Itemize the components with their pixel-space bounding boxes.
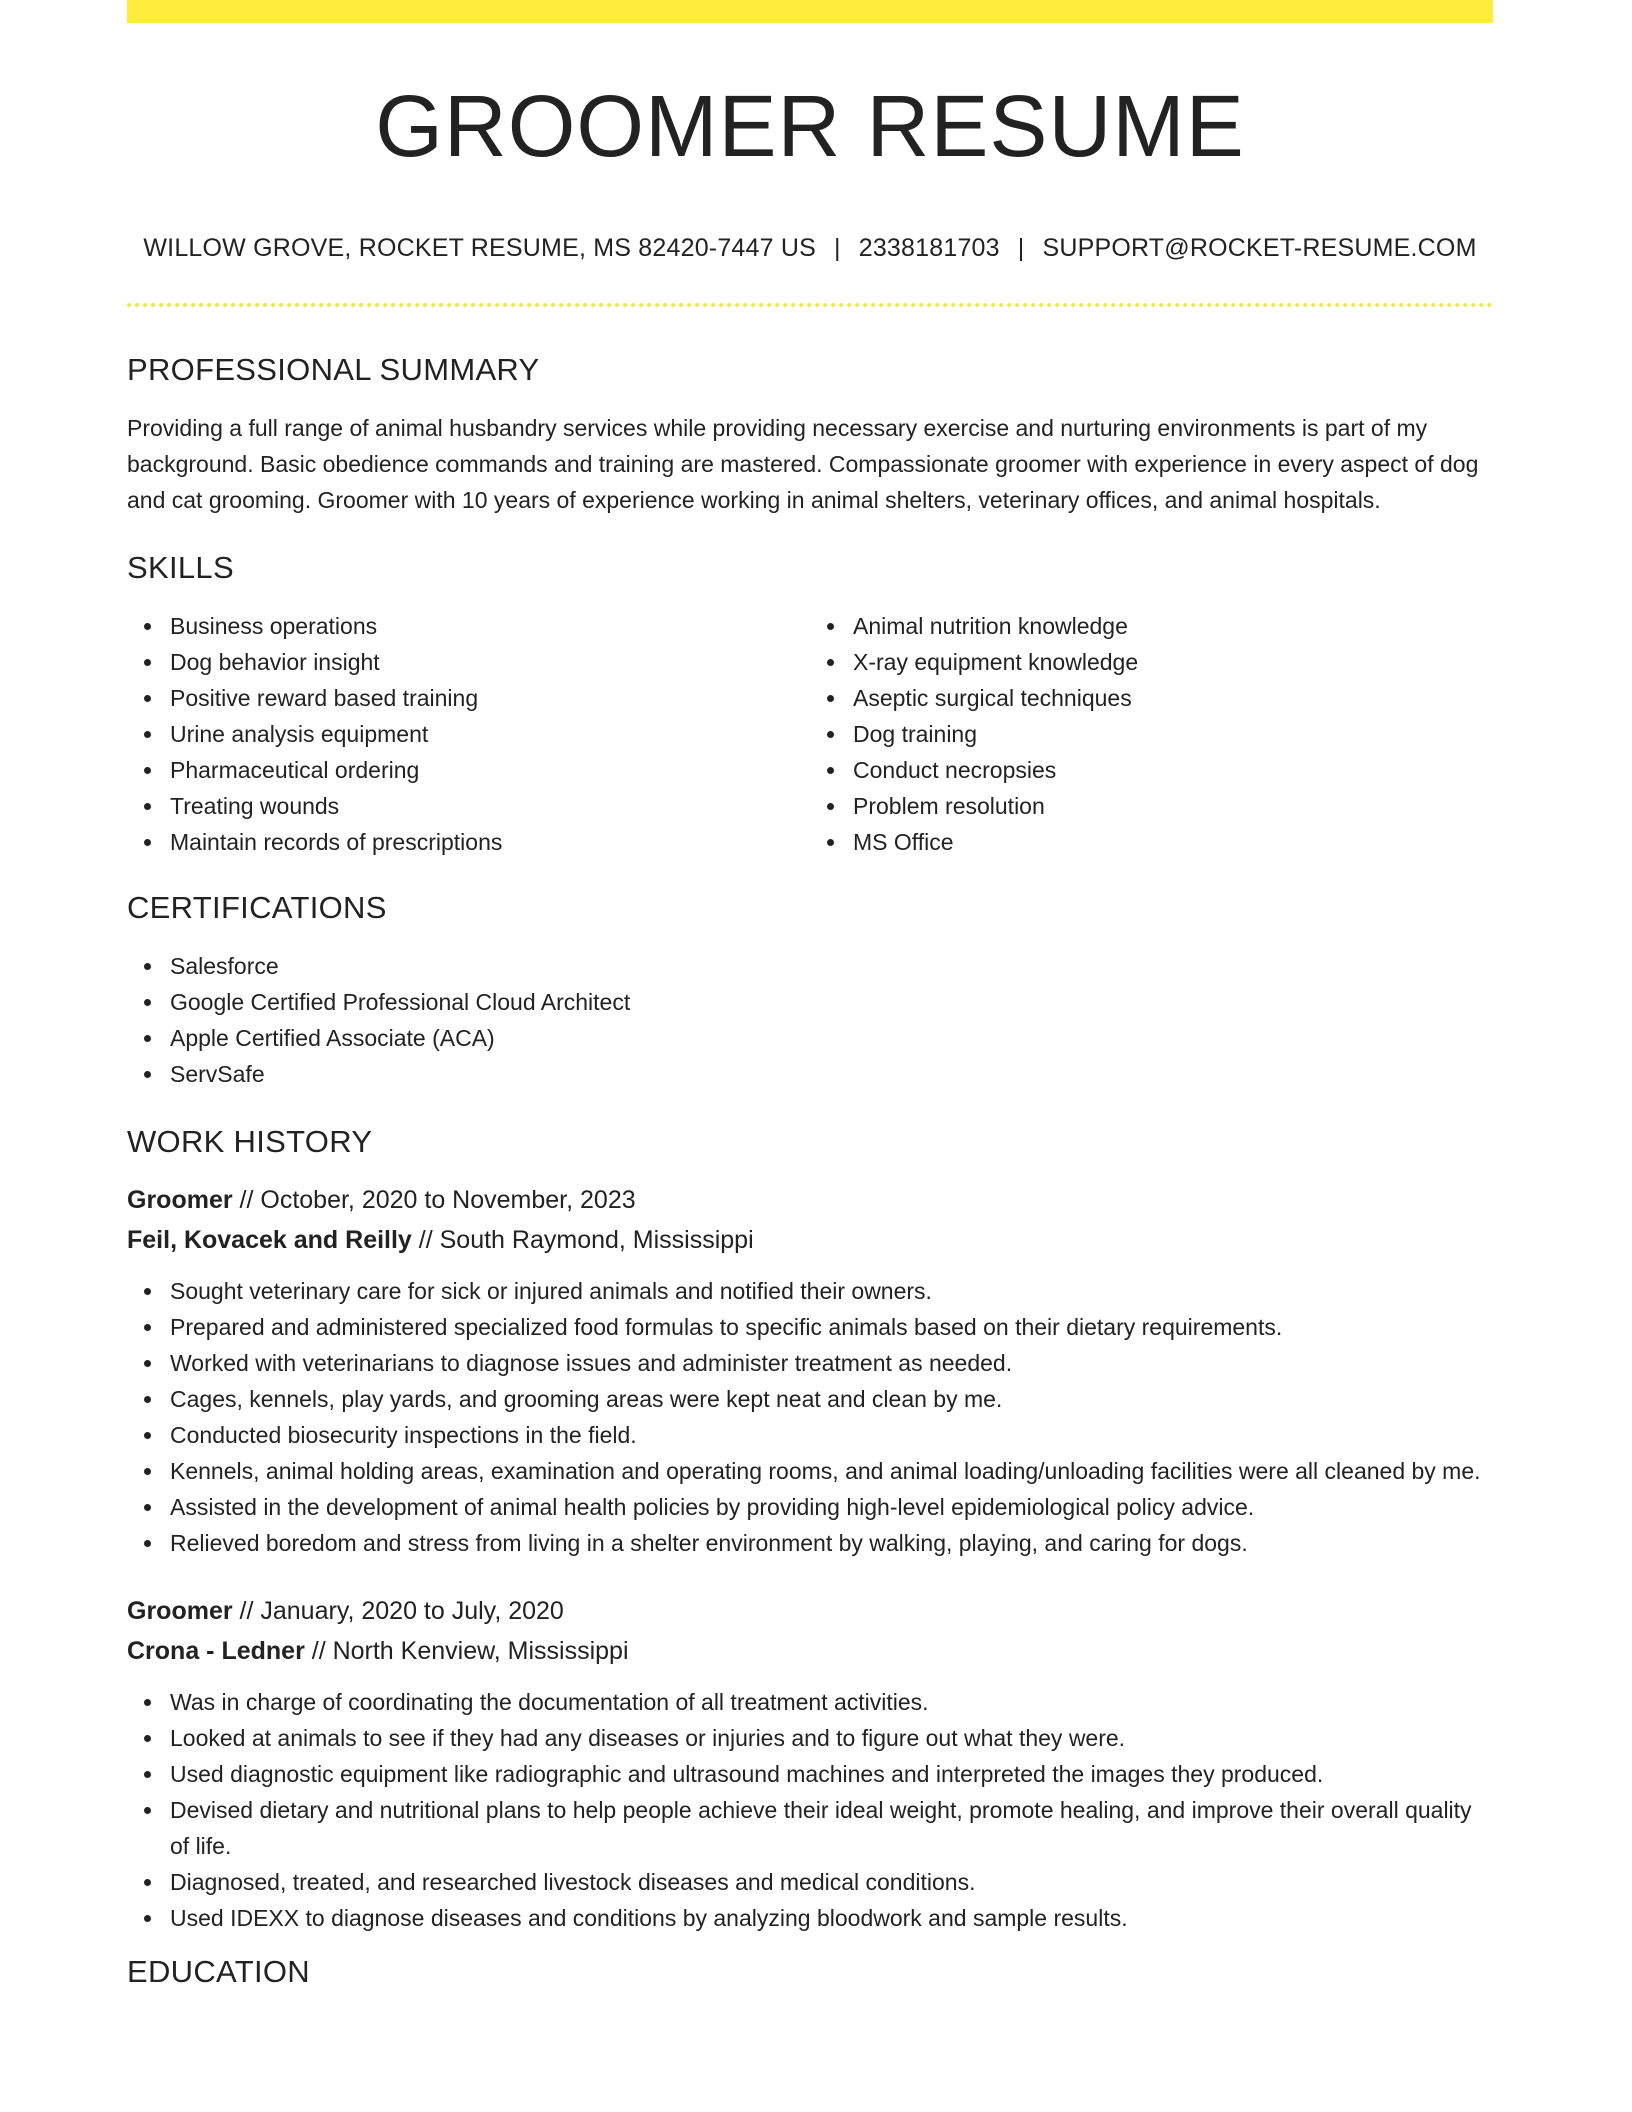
dotted-divider: [127, 303, 1493, 307]
education-heading: EDUCATION: [127, 1954, 310, 1989]
job-bullet-item: Prepared and administered specialized food formulas to specific animals based on their dietary requirements.: [127, 1309, 1493, 1345]
certification-item: Salesforce: [127, 948, 1493, 984]
certifications-heading: CERTIFICATIONS: [127, 890, 387, 925]
skill-item: Animal nutrition knowledge: [810, 608, 1493, 644]
skill-item: Urine analysis equipment: [127, 716, 810, 752]
job-bullet-item: Used IDEXX to diagnose diseases and conditions by analyzing bloodwork and sample results.: [127, 1900, 1493, 1936]
skill-item: Treating wounds: [127, 788, 810, 824]
job-bullet-item: Relieved boredom and stress from living in a shelter environment by walking, playing, and caring for dogs.: [127, 1525, 1493, 1561]
skill-item: Pharmaceutical ordering: [127, 752, 810, 788]
skill-item: Positive reward based training: [127, 680, 810, 716]
job-bullet-item: Worked with veterinarians to diagnose issues and administer treatment as needed.: [127, 1345, 1493, 1381]
contact-line: [127, 234, 1493, 263]
job-company: Feil, Kovacek and Reilly: [127, 1226, 412, 1254]
job-title-line: [127, 1591, 1493, 1631]
resume-title: GROOMER RESUME: [375, 78, 1245, 175]
contact-phone: 2338181703: [858, 234, 1000, 262]
job-location: // North Kenview, Mississippi: [304, 1637, 629, 1665]
job-bullet-item: Used diagnostic equipment like radiographic and ultrasound machines and interpreted the images they produced.: [127, 1756, 1493, 1792]
job-company: Crona - Ledner: [127, 1637, 305, 1665]
job-company-line: [127, 1631, 1493, 1671]
skill-item: Business operations: [127, 608, 810, 644]
contact-separator: |: [1017, 234, 1025, 262]
job-dates: // January, 2020 to July, 2020: [232, 1597, 564, 1625]
job-title: Groomer: [127, 1186, 233, 1214]
skills-list-left: [127, 608, 810, 860]
job-dates: // October, 2020 to November, 2023: [232, 1186, 636, 1214]
skill-item: Dog training: [810, 716, 1493, 752]
certification-item: ServSafe: [127, 1056, 1493, 1092]
contact-separator: |: [834, 234, 841, 262]
resume-page: [127, 0, 1493, 1990]
job-bullet-item: Kennels, animal holding areas, examination and operating rooms, and animal loading/unloading facilities were all cleaned by me.: [127, 1453, 1493, 1489]
skill-item: Problem resolution: [810, 788, 1493, 824]
job-bullet-item: Sought veterinary care for sick or injured animals and notified their owners.: [127, 1273, 1493, 1309]
skill-item: Maintain records of prescriptions: [127, 824, 810, 860]
skills-heading: SKILLS: [127, 550, 234, 585]
job-bullet-item: Devised dietary and nutritional plans to help people achieve their ideal weight, promote healing, and improve their overall quality of life.: [127, 1792, 1493, 1864]
summary-text: Providing a full range of animal husbandry services while providing necessary exercise and nurturing environments is part of my background. Basic obedience commands and training are mastered. Compassionate groomer with experience in every aspect of dog and cat grooming. Groomer with 10 years of experience working in animal shelters, veterinary offices, and animal hospitals.: [127, 415, 1479, 513]
contact-address: WILLOW GROVE, ROCKET RESUME, MS 82420-7447 US: [143, 234, 817, 262]
skill-item: Aseptic surgical techniques: [810, 680, 1493, 716]
job-location: // South Raymond, Mississippi: [411, 1226, 754, 1254]
job-bullet-item: Cages, kennels, play yards, and grooming areas were kept neat and clean by me.: [127, 1381, 1493, 1417]
job-title-line: [127, 1180, 1493, 1220]
accent-top-bar: [127, 0, 1493, 23]
skills-list-right: [810, 608, 1493, 860]
skill-item: MS Office: [810, 824, 1493, 860]
certification-item: Google Certified Professional Cloud Architect: [127, 984, 1493, 1020]
job-bullet-item: Conducted biosecurity inspections in the field.: [127, 1417, 1493, 1453]
summary-heading: PROFESSIONAL SUMMARY: [127, 352, 540, 387]
certifications-list: [127, 948, 1493, 1092]
certification-item: Apple Certified Associate (ACA): [127, 1020, 1493, 1056]
work-history-heading: WORK HISTORY: [127, 1124, 373, 1159]
job-bullets: [127, 1273, 1493, 1561]
job-bullet-item: Assisted in the development of animal health policies by providing high-level epidemiological policy advice.: [127, 1489, 1493, 1525]
skill-item: X-ray equipment knowledge: [810, 644, 1493, 680]
job-bullet-item: Looked at animals to see if they had any diseases or injuries and to figure out what they were.: [127, 1720, 1493, 1756]
skills-columns: [127, 608, 1493, 860]
job-bullet-item: Diagnosed, treated, and researched livestock diseases and medical conditions.: [127, 1864, 1493, 1900]
skill-item: Conduct necropsies: [810, 752, 1493, 788]
contact-email: SUPPORT@ROCKET-RESUME.COM: [1042, 234, 1477, 262]
job-bullets: [127, 1684, 1493, 1936]
skill-item: Dog behavior insight: [127, 644, 810, 680]
job-bullet-item: Was in charge of coordinating the documentation of all treatment activities.: [127, 1684, 1493, 1720]
job-title: Groomer: [127, 1597, 233, 1625]
job-company-line: [127, 1220, 1493, 1260]
